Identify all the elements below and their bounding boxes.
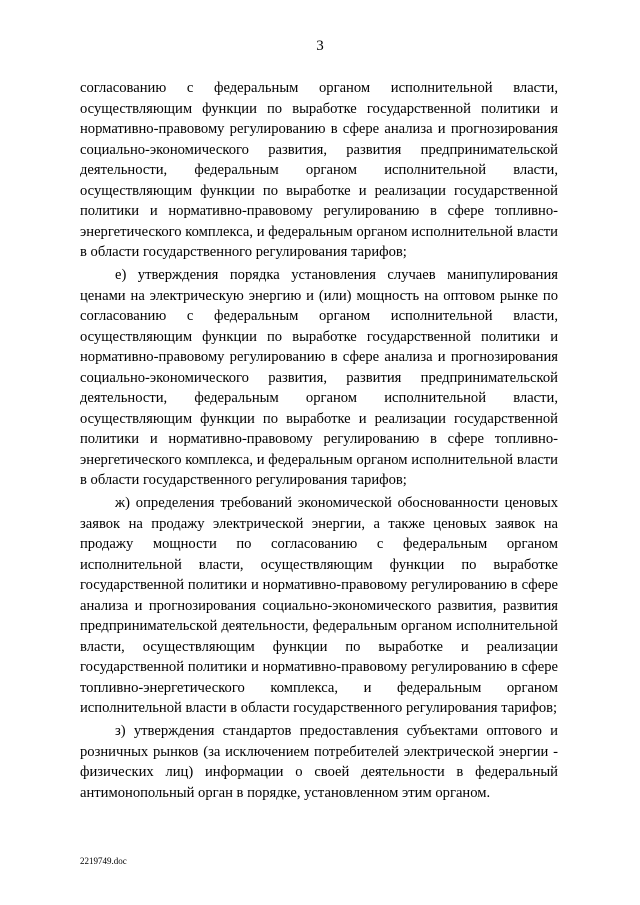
paragraph-item-zh: ж) определения требований экономической обоснованности ценовых заявок на продажу электрической энергии, а также ценовых заявок на продажу мощности по согласованию с федеральным органом исполнительной власти, осуществляющим функции по выработке государственной политики и нормативно-правовому регулированию в сфере анализа и прогнозирования социально-экономического развития, развития предпринимательской деятельности, федеральным органом исполнительной власти, осуществляющим функции по выработке и реализации государственной политики и нормативно-правовому регулированию в сфере топливно-энергетического комплекса, и федеральным органом исполнительной власти в области государственного регулирования тарифов; <box>80 495 558 716</box>
paragraph-continuation: согласованию с федеральным органом исполнительной власти, осуществляющим функции по выработке государственной политики и нормативно-правовому регулированию в сфере анализа и прогнозирования социально-экономического развития, развития предпринимательской деятельности, федеральным органом исполнительной власти, осуществляющим функции по выработке и реализации государственной политики и нормативно-правовому регулированию в сфере топливно-энергетического комплекса, и федеральным органом исполнительной власти в области государственного регулирования тарифов; <box>80 80 558 260</box>
document-filename-footer: 2219749.doc <box>80 856 127 866</box>
page-number: 3 <box>316 38 324 54</box>
document-body <box>80 78 558 803</box>
paragraph-item-z: з) утверждения стандартов предоставления субъектами оптового и розничных рынков (за исключением потребителей электрической энергии - физических лиц) информации о своей деятельности в федеральный антимонопольный орган в порядке, установленном этим органом. <box>80 723 558 801</box>
paragraph-item-e: е) утверждения порядка установления случаев манипулирования ценами на электрическую энергию и (или) мощность на оптовом рынке по согласованию с федеральным органом исполнительной власти, осуществляющим функции по выработке государственной политики и нормативно-правовому регулированию в сфере анализа и прогнозирования социально-экономического развития, развития предпринимательской деятельности, федеральным органом исполнительной власти, осуществляющим функции по выработке и реализации государственной политики и нормативно-правовому регулированию в сфере топливно-энергетического комплекса, и федеральным органом исполнительной власти в области государственного регулирования тарифов; <box>80 267 558 488</box>
